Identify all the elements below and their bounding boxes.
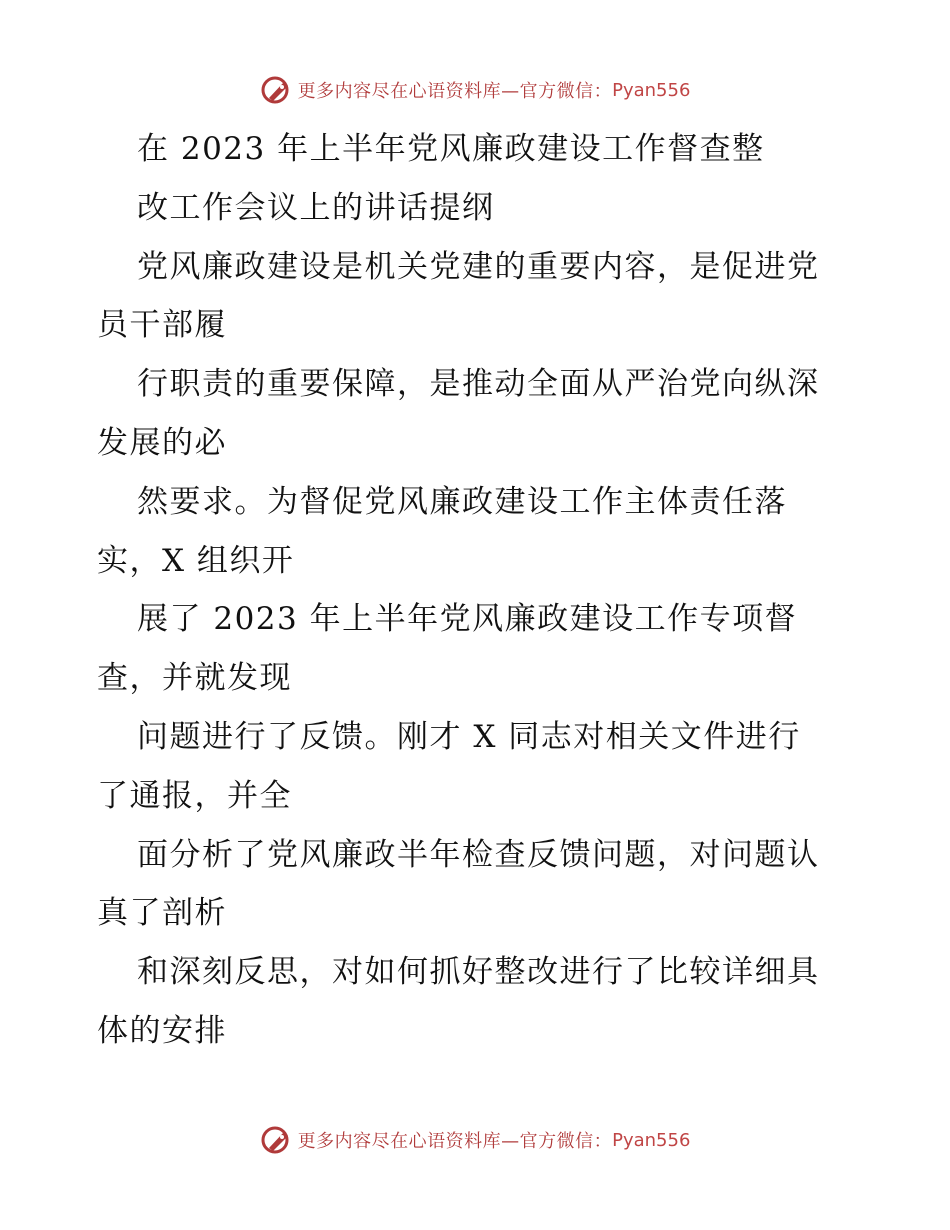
- document-line: 和深刻反思，对如何抓好整改进行了比较详细具: [137, 954, 820, 991]
- document-line: 在 2023 年上半年党风廉政建设工作督查整: [137, 131, 765, 167]
- document-line: 行职责的重要保障，是推动全面从严治党向纵深: [137, 366, 820, 403]
- document-line: 面分析了党风廉政半年检查反馈问题，对问题认: [137, 836, 820, 873]
- document-line: 员干部履: [97, 307, 227, 344]
- document-body: [97, 120, 857, 1061]
- watermark-wechat-id: Pyan556: [612, 1129, 691, 1151]
- document-line: 问题进行了反馈。刚才 X 同志对相关文件进行: [137, 718, 801, 755]
- document-line: 体的安排: [97, 1012, 227, 1049]
- watermark-text: 更多内容尽在心语资料库—官方微信：: [297, 1131, 613, 1152]
- document-line: 展了 2023 年上半年党风廉政建设工作专项督: [137, 601, 798, 638]
- document-line: 党风廉政建设是机关党建的重要内容，是促进党: [137, 248, 820, 285]
- header-watermark: [0, 70, 950, 110]
- document-line: 然要求。为督促党风廉政建设工作主体责任落: [137, 483, 787, 520]
- watermark-wechat-id: Pyan556: [612, 79, 691, 101]
- pen-nib-logo-icon: [260, 1123, 294, 1157]
- document-line: 改工作会议上的讲话提纲: [137, 189, 495, 226]
- pen-nib-logo-icon: [260, 73, 294, 107]
- watermark-text: 更多内容尽在心语资料库—官方微信：: [297, 81, 613, 102]
- document-line: 真了剖析: [97, 895, 227, 932]
- document-line: 实，X 组织开: [97, 542, 295, 579]
- document-line: 查，并就发现: [97, 660, 292, 697]
- footer-watermark: [0, 1120, 950, 1160]
- document-line: 了通报，并全: [97, 777, 292, 814]
- document-line: 发展的必: [97, 424, 227, 461]
